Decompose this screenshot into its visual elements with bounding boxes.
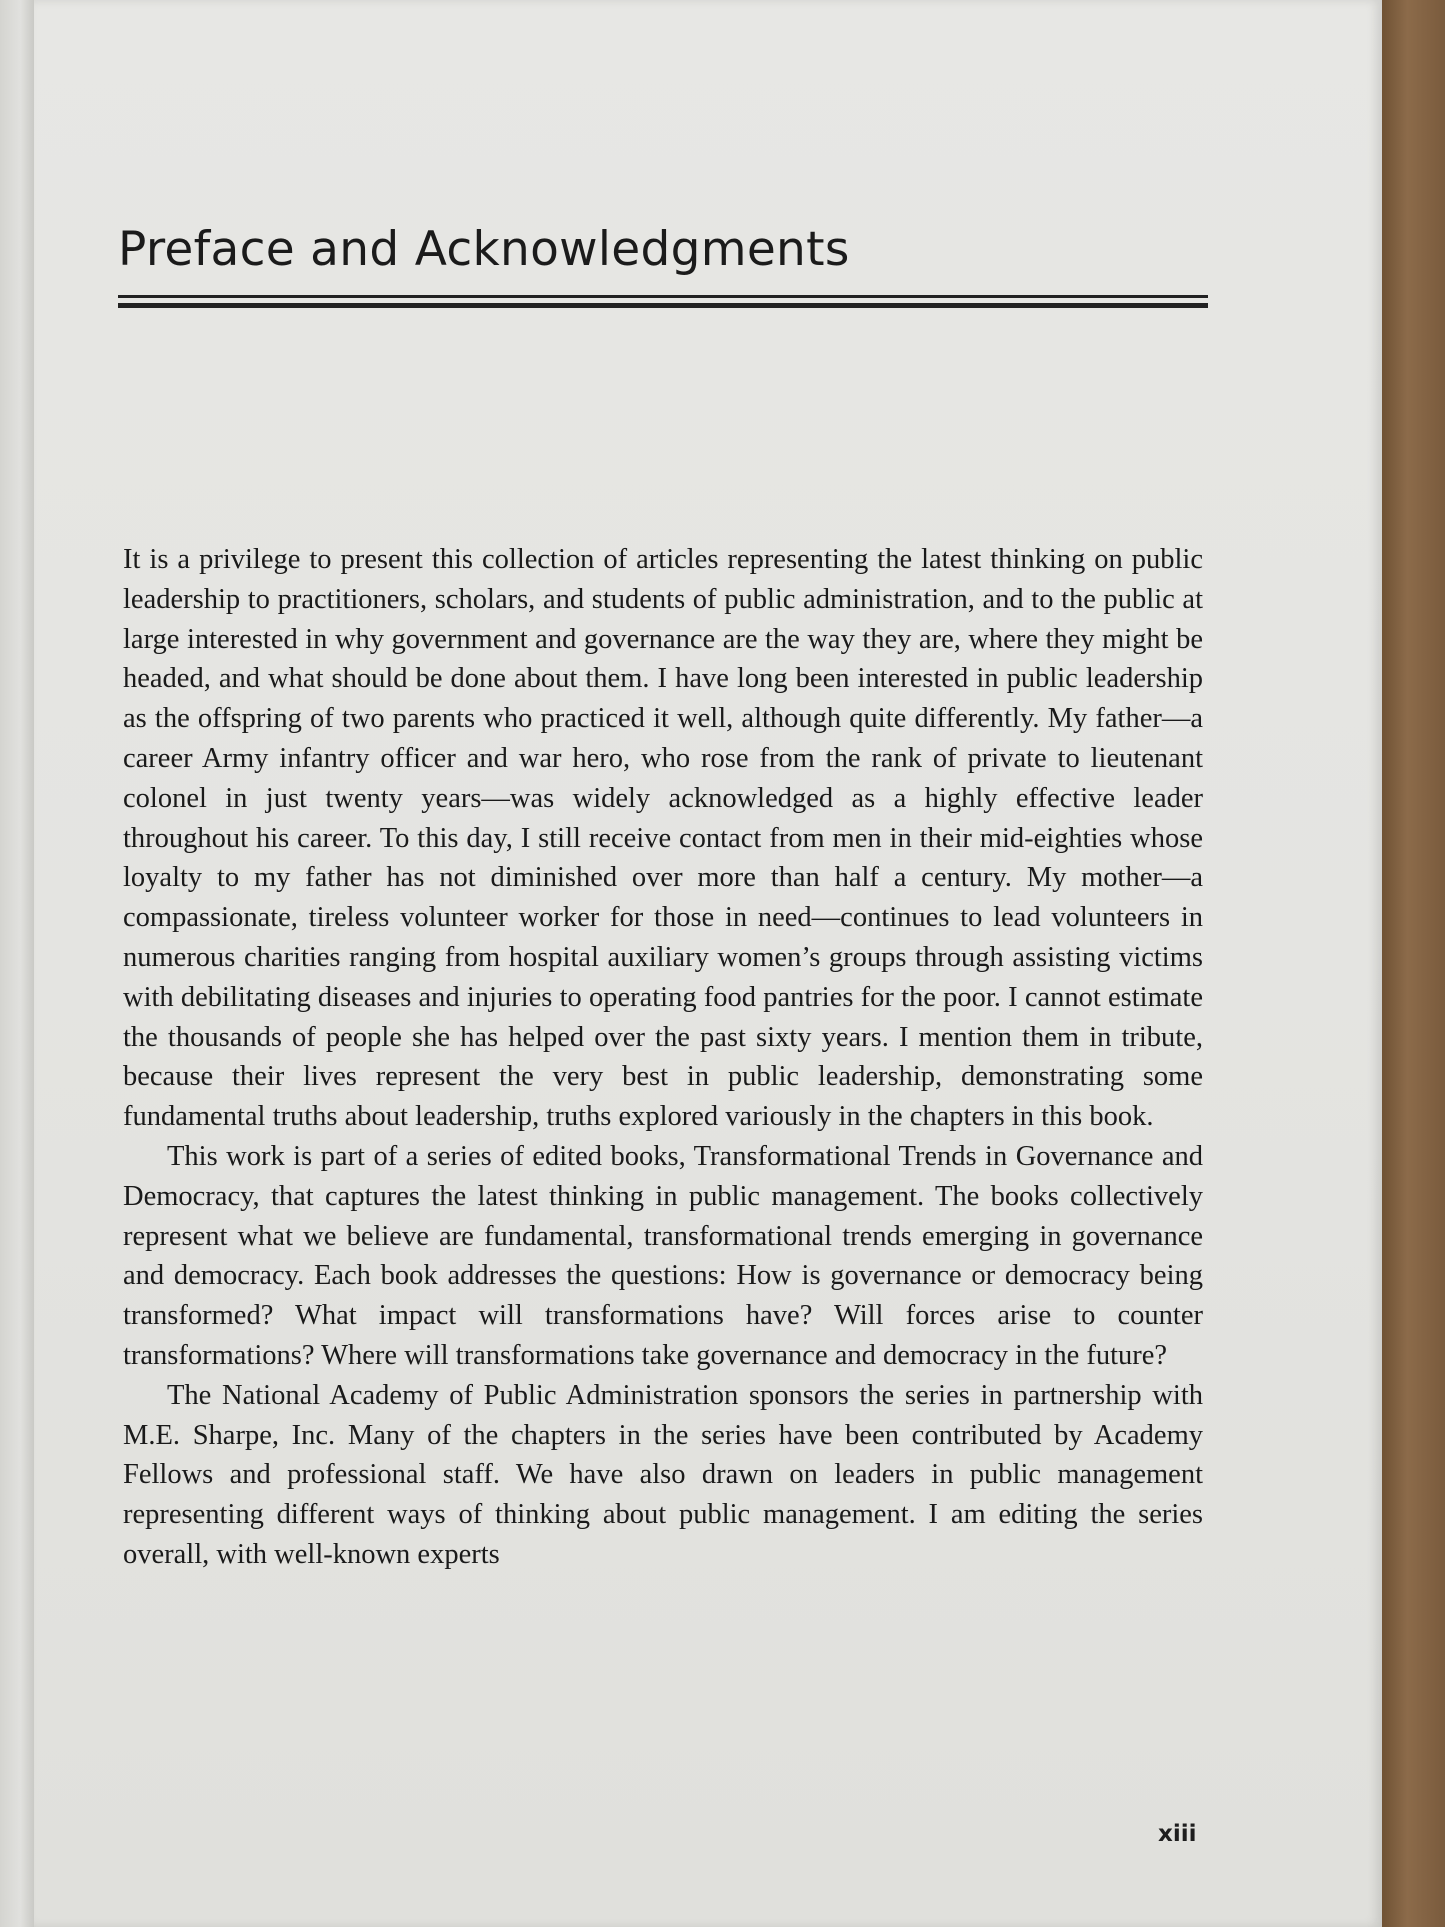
- page-title: Preface and Acknowledgments: [118, 222, 850, 277]
- paragraph-3: The National Academy of Public Administration sponsors the series in partnership with M.E. Sharpe, Inc. Many of the chapters in the series have been contributed by Academy Fellows and professional staff. We have also drawn on leaders in public management representing different ways of thinking about public management. I am editing the series overall, with well-known experts: [123, 1379, 1203, 1570]
- paragraph-2: This work is part of a series of edited books, Transformational Trends in Governance and Democracy, that captures the latest thinking in public management. The books collectively represent what we believe are fundamental, transformational trends emerging in governance and democracy. Each book addresses the questions: How is governance or democracy being transformed? What impact will transformations have? Will forces arise to counter transformations? Where will transformations take governance and democracy in the future?: [123, 1140, 1203, 1371]
- adjacent-page-edge: [0, 0, 34, 1927]
- title-rule-thin: [118, 295, 1208, 298]
- title-rule-thick: [118, 303, 1208, 308]
- page-number: xiii: [1158, 1821, 1197, 1847]
- table-surface: [1382, 0, 1445, 1927]
- paragraph-1: It is a privilege to present this collection of articles representing the latest thinking on public leadership to practitioners, scholars, and students of public administration, and to the public at large interested in why government and governance are the way they are, where they might be headed, and what should be done about them. I have long been interested in public leadership as the offspring of two parents who practiced it well, although quite differently. My father—a career Army infantry officer and war hero, who rose from the rank of private to lieutenant colonel in just twenty years—was widely acknowledged as a highly effective leader throughout his career. To this day, I still receive contact from men in their mid-eighties whose loyalty to my father has not diminished over more than half a century. My mother—a compassionate, tireless volunteer worker for those in need—continues to lead volunteers in numerous charities ranging from hospital auxiliary women’s groups through assisting victims with debilitating diseases and injuries to operating food pantries for the poor. I cannot estimate the thousands of people she has helped over the past sixty years. I mention them in tribute, because their lives represent the very best in public leadership, demonstrating some fundamental truths about leadership, truths explored variously in the chapters in this book.: [123, 544, 1203, 1133]
- body-text: [123, 540, 1203, 1575]
